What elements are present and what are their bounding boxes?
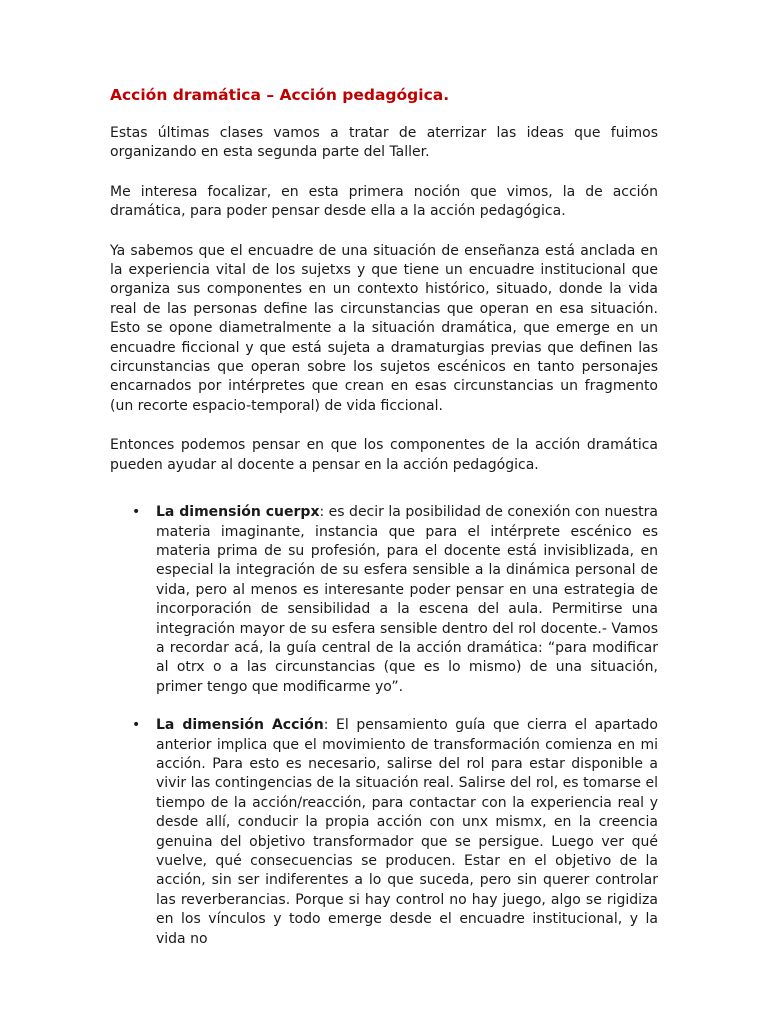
document-title: Acción dramática – Acción pedagógica. — [110, 86, 450, 104]
dimension-term: La dimensión Acción — [156, 717, 324, 734]
paragraph-components: Entonces podemos pensar en que los componentes de la acción dramática pueden ayudar al docente a pensar en la acción pedagógica. — [110, 437, 658, 473]
paragraph-intro: Estas últimas clases vamos a tratar de aterrizar las ideas que fuimos organizando en esta segunda parte del Taller. — [110, 125, 658, 161]
dimension-term: La dimensión cuerpx — [156, 504, 320, 521]
list-item-accion — [110, 716, 658, 949]
document-page — [110, 84, 658, 968]
paragraph-focus: Me interesa focalizar, en esta primera noción que vimos, la de acción dramática, para poder pensar desde ella a la acción pedagógica. — [110, 183, 658, 220]
dimension-text: : El pensamiento guía que cierra el apartado anterior implica que el movimiento de transformación comienza en mi acción. Para esto es necesario, salirse del rol para estar disponible a vivir las contingencias de la situación real. Salirse del rol, es tomarse el tiempo de la acción/reacción, para contactar con la experiencia real y desde allí, conducir la propia acción con unx mismx, en la creencia genuina del objetivo transformador que se persigue. Luego ver qué vuelve, qué consecuencias se producen. Estar en el objetivo de la acción, sin ser indiferentes a lo que suceda, pero sin querer controlar las reverberancias. Porque si hay control no hay juego, algo se rigidiza en los vínculos y todo emerge desde el encuadre institucional, y la vida no — [156, 717, 658, 947]
dimensions-list — [110, 503, 658, 949]
dimension-text: : es decir la posibilidad de conexión con nuestra materia imaginante, instancia que para el intérprete escénico es materia prima de su profesión, para el docente está invisiblizada, en especial la integración de su esfera sensible a la dinámica personal de vida, pero al menos es interesante poder pensar en una estrategia de incorporación de sensibilidad a la escena del aula. Permitirse una integración mayor de su esfera sensible dentro del rol docente.- Vamos a recordar acá, la guía central de la acción dramática: “para modificar al otrx o a las circunstancias (que es lo mismo) de una situación, primer tengo que modificarme yo”. — [156, 504, 659, 695]
paragraph-context: Ya sabemos que el encuadre de una situación de enseñanza está anclada en la experiencia vital de los sujetxs y que tiene un encuadre institucional que organiza sus componentes en un contexto histórico, situado, donde la vida real de las personas define las circunstancias que operan en esa situación. Esto se opone diametralmente a la situación dramática, que emerge en un encuadre ficcional y que está sujeta a dramaturgias previas que definen las circunstancias que operan sobre los sujetos escénicos en tanto personajes encarnados por intérpretes que crean en esas circunstancias un fragmento (un recorte espacio-temporal) de vida ficcional. — [110, 242, 658, 414]
bullet-marker: • — [132, 717, 141, 734]
list-item-cuerpx — [110, 503, 658, 697]
bullet-marker: • — [132, 504, 141, 521]
